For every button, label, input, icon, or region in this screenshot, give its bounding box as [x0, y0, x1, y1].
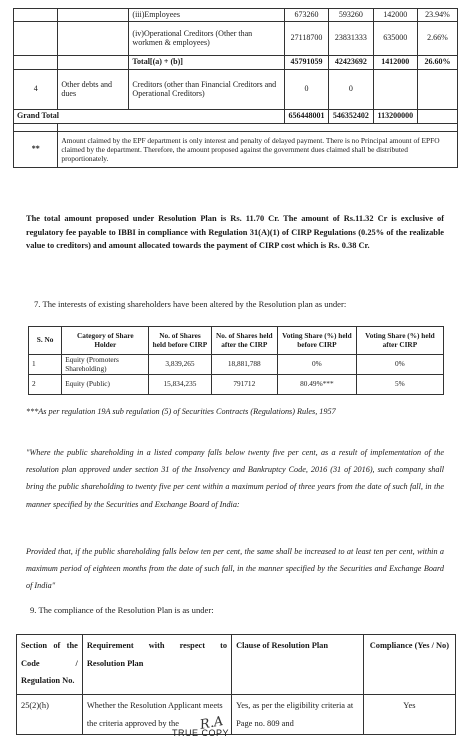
cell-value: 2.66% — [418, 21, 458, 55]
cell-value: 0 — [284, 69, 328, 109]
cell-value: 1412000 — [373, 55, 417, 69]
table-row — [29, 355, 444, 375]
cell-value: 26.60% — [418, 55, 458, 69]
table-row — [17, 695, 456, 735]
cell-value: 23.94% — [418, 9, 458, 22]
table-cell: Whether the Resolution Applicant meets the criteria approved by the — [82, 695, 231, 735]
cell-value: 27118700 — [284, 21, 328, 55]
table-row — [14, 69, 458, 109]
table-cell: 18,881,788 — [211, 355, 277, 375]
cell-value: 656448001 — [284, 109, 328, 123]
row-category: Other debts and dues — [58, 69, 129, 109]
compliance-table — [16, 634, 456, 735]
column-header: Category of Share Holder — [62, 327, 149, 355]
true-copy-stamp: TRUE COPY — [172, 728, 230, 738]
column-header: Voting Share (%) held before CIRP — [277, 327, 356, 355]
creditor-table — [13, 8, 458, 168]
quote-paragraph-1: "Where the public shareholding in a listed company falls below twenty five per cent, as a result of implementation of the resolution plan approved under section 31 of the Insolvency and Bankruptcy Code, 2016 (31 of 2016), such company shall bring the public shareholding to twenty five per cent within a maximum period of three years from the date of such fall, in the manner specified by the Securities and Exchange Board of India: — [26, 448, 444, 509]
column-header: S. No — [29, 327, 62, 355]
table-row — [29, 375, 444, 395]
row-label: Total[(a) + (b)] — [129, 55, 284, 69]
table-cell: 1 — [29, 355, 62, 375]
table-header-row — [29, 327, 444, 355]
row-label: (iii)Employees — [129, 9, 284, 22]
quote-paragraph-2: Provided that, if the public shareholding falls below ten per cent, the same shall be increased to at least ten per cent, within a maximum period of eighteen months from the date of such fall, in the manner specified by the Securities and Exchange Board of India" — [26, 547, 444, 591]
summary-paragraph: The total amount proposed under Resolution Plan is Rs. 11.70 Cr. The amount of Rs.11.32 Cr is exclusive of regulatory fee payable to IBBI in compliance with Regulation 31(A)(1) of CIRP Regulations (0.25% of the realizable value to creditors) and amount allocated towards the payment of CIRP cost which is Rs. 0.38 Cr. — [26, 214, 444, 250]
table-cell: 25(2)(h) — [17, 695, 83, 735]
table-cell: Equity (Promoters Shareholding) — [62, 355, 149, 375]
section-7-heading: 7. The interests of existing shareholders have been altered by the Resolution plan as under: — [34, 299, 347, 309]
table-row — [14, 9, 458, 22]
column-header: Clause of Resolution Plan — [232, 635, 364, 695]
table-cell: Yes, as per the eligibility criteria at Page no. 809 and — [232, 695, 364, 735]
table-row — [14, 123, 458, 131]
table-cell: 3,839,265 — [149, 355, 211, 375]
table-cell: 5% — [356, 375, 443, 395]
table-row — [14, 55, 458, 69]
table-cell: 791712 — [211, 375, 277, 395]
cell-value: 23831333 — [329, 21, 373, 55]
row-label: (iv)Operational Creditors (Other than workmen & employees) — [129, 21, 284, 55]
column-header: No. of Shares held after the CIRP — [211, 327, 277, 355]
table-row — [14, 109, 458, 123]
cell-value: 546352402 — [329, 109, 373, 123]
cell-value: 45791059 — [284, 55, 328, 69]
cell-value: 635000 — [373, 21, 417, 55]
column-header: Voting Share (%) held after CIRP — [356, 327, 443, 355]
table-cell: Equity (Public) — [62, 375, 149, 395]
footnote: ***As per regulation 19A sub regulation (5) of Securities Contracts (Regulations) Rules, 1957 — [26, 407, 336, 416]
column-header: Compliance (Yes / No) — [363, 635, 455, 695]
table-cell: 2 — [29, 375, 62, 395]
table-cell: 0% — [277, 355, 356, 375]
cell-value: 142000 — [373, 9, 417, 22]
table-header-row — [17, 635, 456, 695]
table-cell: 15,834,235 — [149, 375, 211, 395]
column-header: No. of Shares held before CIRP — [149, 327, 211, 355]
shareholder-table — [28, 326, 444, 395]
table-row — [14, 21, 458, 55]
table-cell: Yes — [363, 695, 455, 735]
row-label: Creditors (other than Financial Creditors and Operational Creditors) — [129, 69, 284, 109]
table-cell: 0% — [356, 355, 443, 375]
table-cell: 80.49%*** — [277, 375, 356, 395]
section-9-heading: 9. The compliance of the Resolution Plan is as under: — [30, 605, 214, 615]
column-header: Requirement with respect to Resolution Plan — [82, 635, 231, 695]
note-marker: ** — [14, 131, 58, 167]
cell-value: 42423692 — [329, 55, 373, 69]
note-row — [14, 131, 458, 167]
cell-value: 113200000 — [373, 109, 417, 123]
note-text: Amount claimed by the EPF department is only interest and penalty of delayed payment. There is no Principal amount of EPFO claimed by the department. Therefore, the amount proposed against the government dues claimed shall be distributed proportionately. — [58, 131, 458, 167]
row-number: 4 — [14, 69, 58, 109]
cell-value: 593260 — [329, 9, 373, 22]
handwritten-signature: R.A — [198, 714, 225, 733]
column-header: Section of the Code / Regulation No. — [17, 635, 83, 695]
grand-total-label: Grand Total — [14, 109, 285, 123]
cell-value: 673260 — [284, 9, 328, 22]
cell-value: 0 — [329, 69, 373, 109]
